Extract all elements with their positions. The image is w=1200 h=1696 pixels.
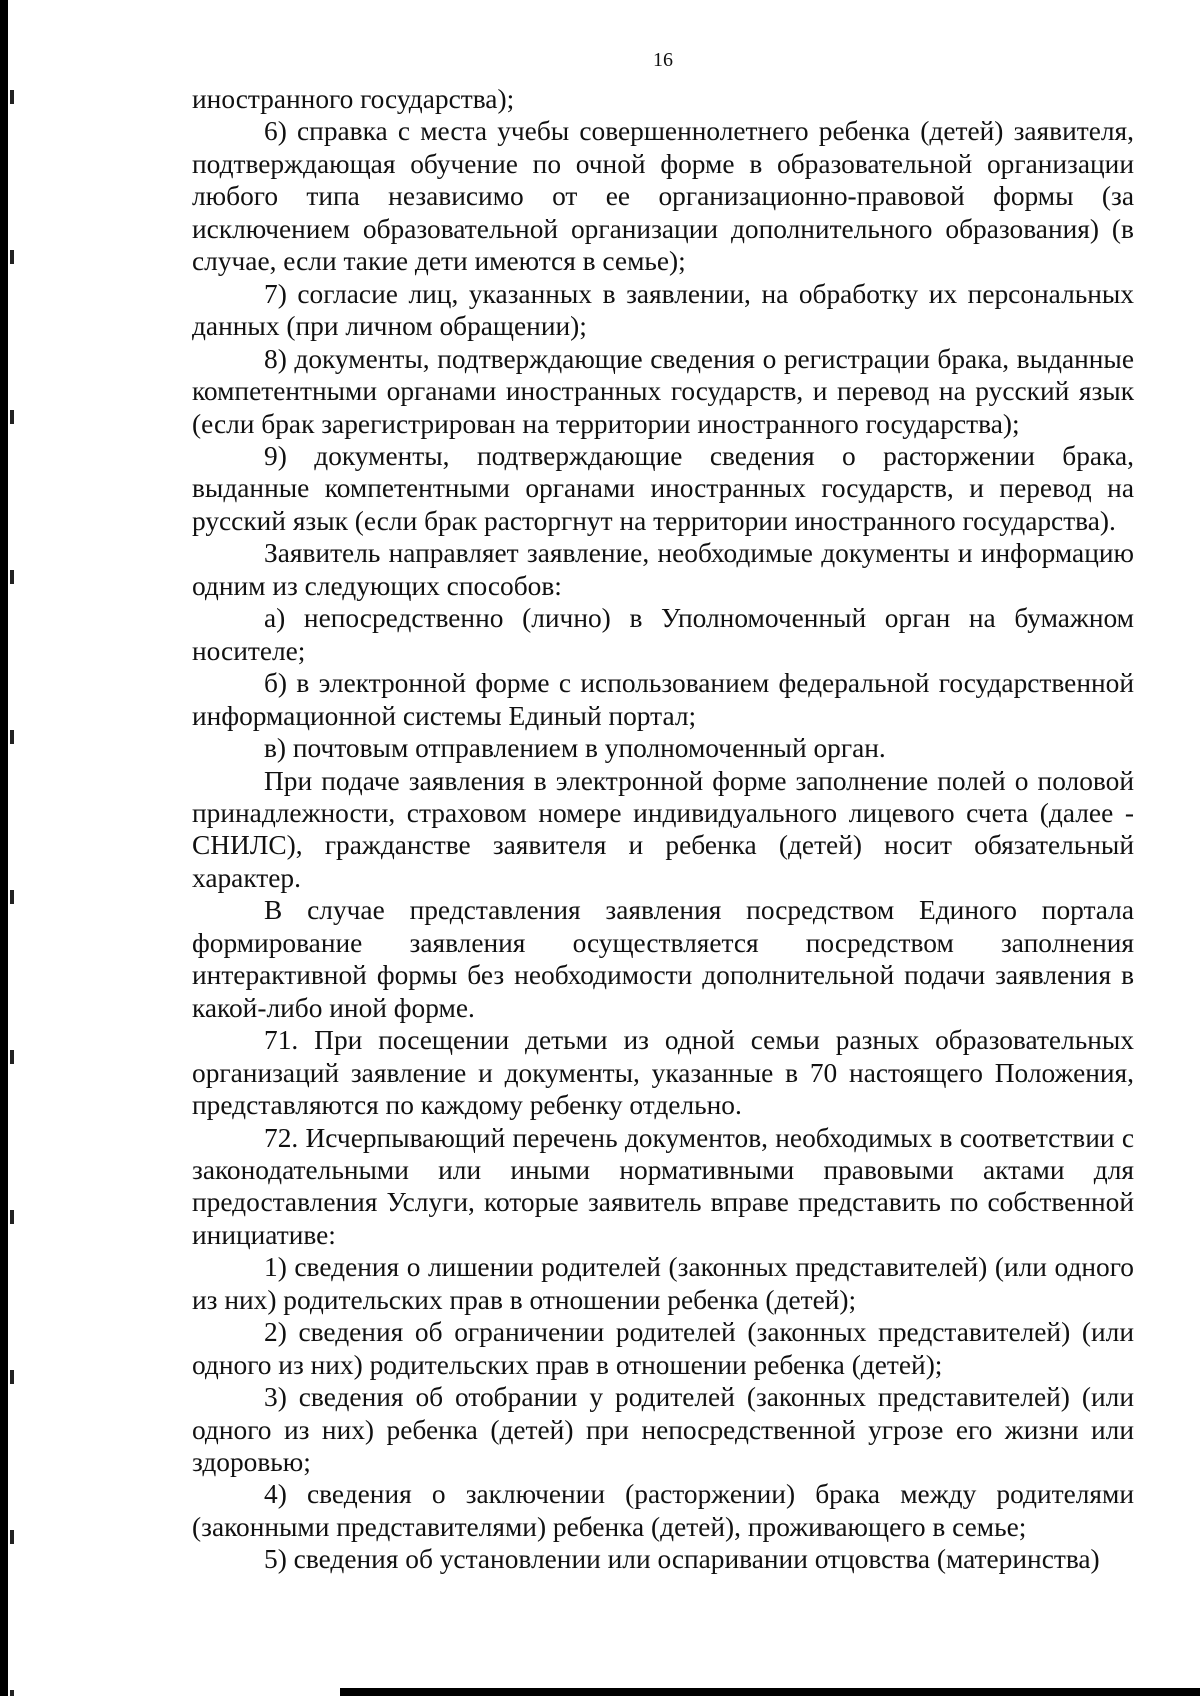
paragraph: 2) сведения об ограничении родителей (законных представителей) (или одного из них) родительских прав в отношении ребенка (детей); [192,1317,1134,1380]
paragraph: Заявитель направляет заявление, необходимые документы и информацию одним из следующих способов: [192,538,1134,601]
paragraph: иностранного государства); [192,84,515,114]
paragraph: 5) сведения об установлении или оспаривании отцовства (материнства) [264,1544,1100,1575]
scan-edge-marks [10,0,14,1696]
paragraph: В случае представления заявления посредством Единого портала формирование заявления осуществляется посредством заполнения интерактивной формы без необходимости дополнительной подачи заявления в какой-либо иной форме. [192,895,1134,1023]
paragraph: б) в электронной форме с использованием федеральной государственной информационной системы Единый портал; [192,668,1134,731]
paragraph: 1) сведения о лишении родителей (законных представителей) (или одного из них) родительских прав в отношении ребенка (детей); [192,1252,1134,1315]
paragraph: 3) сведения об отобрании у родителей (законных представителей) (или одного из них) ребенка (детей) при непосредственной угрозе его жизни или здоровью; [192,1382,1134,1478]
document-page [192,40,1134,1576]
paragraph: 4) сведения о заключении (расторжении) брака между родителями (законными представителями) ребенка (детей), проживающего в семье; [192,1479,1134,1542]
paragraph: 72. Исчерпывающий перечень документов, необходимых в соответствии с законодательными или иными нормативными правовыми актами для предоставления Услуги, которые заявитель вправе представить по собственной инициативе: [192,1122,1134,1250]
paragraph: При подаче заявления в электронной форме заполнение полей о половой принадлежности, страховом номере индивидуального лицевого счета (далее - СНИЛС), гражданстве заявителя и ребенка (детей) носит обязательный характер. [192,765,1134,893]
paragraph: 7) согласие лиц, указанных в заявлении, на обработку их персональных данных (при личном обращении); [192,278,1134,342]
paragraph: 9) документы, подтверждающие сведения о расторжении брака, выданные компетентными органами иностранных государств, и перевод на русский язык (если брак расторгнут на территории иностранного государства). [192,440,1134,536]
paragraph: 71. При посещении детьми из одной семьи разных образовательных организаций заявление и документы, указанные в 70 настоящего Положения, представляются по каждому ребенку отдельно. [192,1025,1134,1121]
scan-left-edge [0,0,8,1696]
scan-bottom-edge [340,1688,1200,1696]
paragraph: 6) справка с места учебы совершеннолетнего ребенка (детей) заявителя, подтверждающая обучение по очной форме в образовательной организации любого типа независимо от ее организационно-правовой формы (за исключением образовательной организации дополнительного образования) (в случае, если такие дети имеются в семье); [192,116,1134,277]
paragraph: а) непосредственно (лично) в Уполномоченный орган на бумажном носителе; [192,603,1134,666]
paragraph: в) почтовым отправлением в уполномоченный орган. [264,733,886,764]
paragraph: 8) документы, подтверждающие сведения о регистрации брака, выданные компетентными органами иностранных государств, и перевод на русский язык (если брак зарегистрирован на территории иностранного государства); [192,343,1134,439]
page-number: 16 [653,49,673,71]
document-body [192,83,1134,1576]
